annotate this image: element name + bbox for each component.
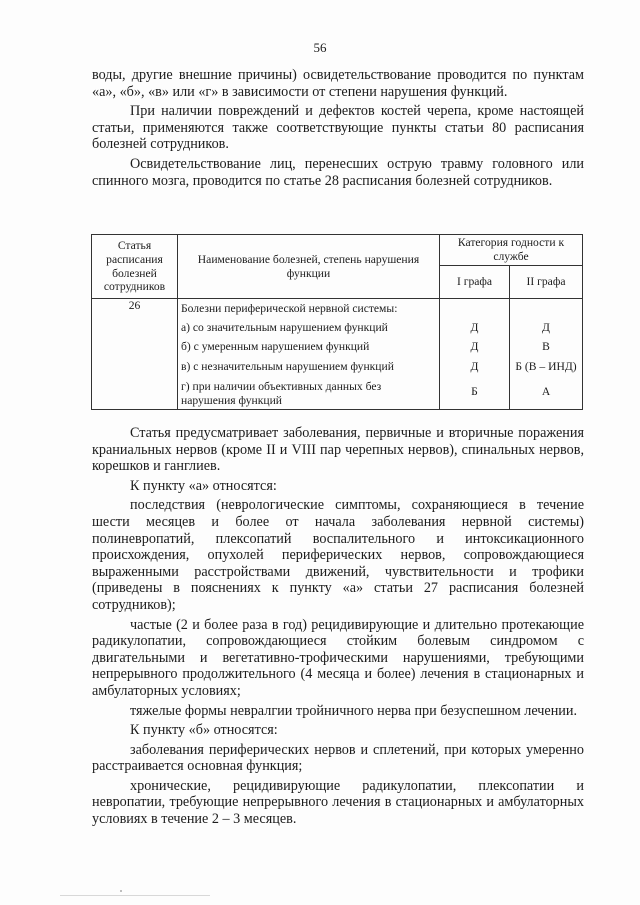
scan-artifact-line	[60, 895, 210, 896]
disease-cell	[178, 299, 440, 410]
grafa-2-cell	[510, 299, 583, 410]
scan-artifact-dot	[120, 890, 122, 892]
disease-item-g-text: г) при наличии объективных данных без нарушения функций	[181, 380, 382, 407]
header-grafa-1: I графа	[440, 266, 510, 299]
table-row	[92, 299, 583, 410]
header-disease-name: Наименование болезней, степень нарушения функции	[178, 235, 440, 299]
grafa-2-a: Д	[542, 320, 550, 334]
header-article: Статья расписания болезней сотрудников	[92, 235, 178, 299]
item-a-heading: К пункту «а» относятся:	[130, 477, 277, 494]
disease-title: Болезни периферической нервной системы:	[181, 301, 398, 315]
body-paragraph-5: тяжелые формы невралгии тройничного нерва при безуспешном лечении.	[130, 702, 578, 719]
table-header-row	[92, 235, 583, 266]
body-paragraph-7: заболевания периферических нервов и сплетений, при которых умеренно расстраивается основная функция;	[92, 741, 584, 775]
page-number: 56	[313, 40, 327, 55]
disease-item-v: в) с незначительным нарушением функций	[181, 360, 394, 374]
body-paragraph-4: частые (2 и более раза в год) рецидивирующие и длительно протекающие радикулопатии, сопровождающиеся стойким болевым синдромом с двигательными и вегетативно-трофическими нарушениями, требующими непрерывного продолжительного (4 месяца и более) лечения в стационарных и амбулаторных условиях;	[92, 616, 584, 699]
item-b-heading: К пункту «б» относятся:	[130, 722, 278, 739]
grafa-1-cell	[440, 299, 510, 410]
grafa-2-g: А	[541, 385, 551, 399]
grafa-2-b: В	[542, 340, 550, 354]
grafa-1-b: Д	[470, 340, 479, 354]
grafa-2-v: Б (В – ИНД)	[515, 360, 577, 374]
header-category: Категория годности к службе	[440, 235, 583, 266]
disease-item-a: а) со значительным нарушением функций	[181, 320, 388, 334]
intro-paragraph-1: воды, другие внешние причины) освидетельствование проводится по пунктам «а», «б», «в» или «г» в зависимости от степени нарушения функций.	[92, 67, 584, 100]
grafa-1-v: Д	[470, 360, 479, 374]
schedule-table	[91, 234, 583, 410]
article-number-cell	[92, 299, 178, 410]
grafa-1-g: Б	[471, 385, 478, 399]
intro-paragraph-2: При наличии повреждений и дефектов костей черепа, кроме настоящей статьи, применяются также соответствующие пункты статьи 80 расписания болезней сотрудников.	[92, 103, 584, 153]
intro-paragraph-3: Освидетельствование лиц, перенесших острую травму головного или спинного мозга, проводится по статье 28 расписания болезней сотрудников.	[92, 155, 584, 189]
header-grafa-2: II графа	[510, 266, 583, 299]
disease-item-g	[178, 377, 439, 409]
disease-item-b: б) с умеренным нарушением функций	[181, 340, 370, 354]
article-number: 26	[128, 299, 141, 313]
intro-text	[92, 67, 584, 189]
body-paragraph-1: Статья предусматривает заболевания, первичные и вторичные поражения краниальных нервов (кроме II и VIII пар черепных нервов), спинальных нервов, корешков и ганглиев.	[92, 425, 584, 475]
body-text	[92, 425, 584, 828]
grafa-1-a: Д	[470, 320, 479, 334]
body-paragraph-8: хронические, рецидивирующие радикулопатии, плексопатии и невропатии, требующие непрерывного лечения в стационарных и амбулаторных условиях в течение 2 – 3 месяцев.	[92, 777, 584, 828]
body-paragraph-3: последствия (неврологические симптомы, сохраняющиеся в течение шести месяцев и более от начала заболевания нервной системы) полиневропатий, плексопатий воспалительного и интоксикационного происхождения, опухолей периферических нервов, сопровождающиеся выраженными расстройствами движений, чувствительности и трофики (приведены в пояснениях к пункту «а» статьи 27 расписания болезней сотрудников);	[92, 497, 584, 613]
